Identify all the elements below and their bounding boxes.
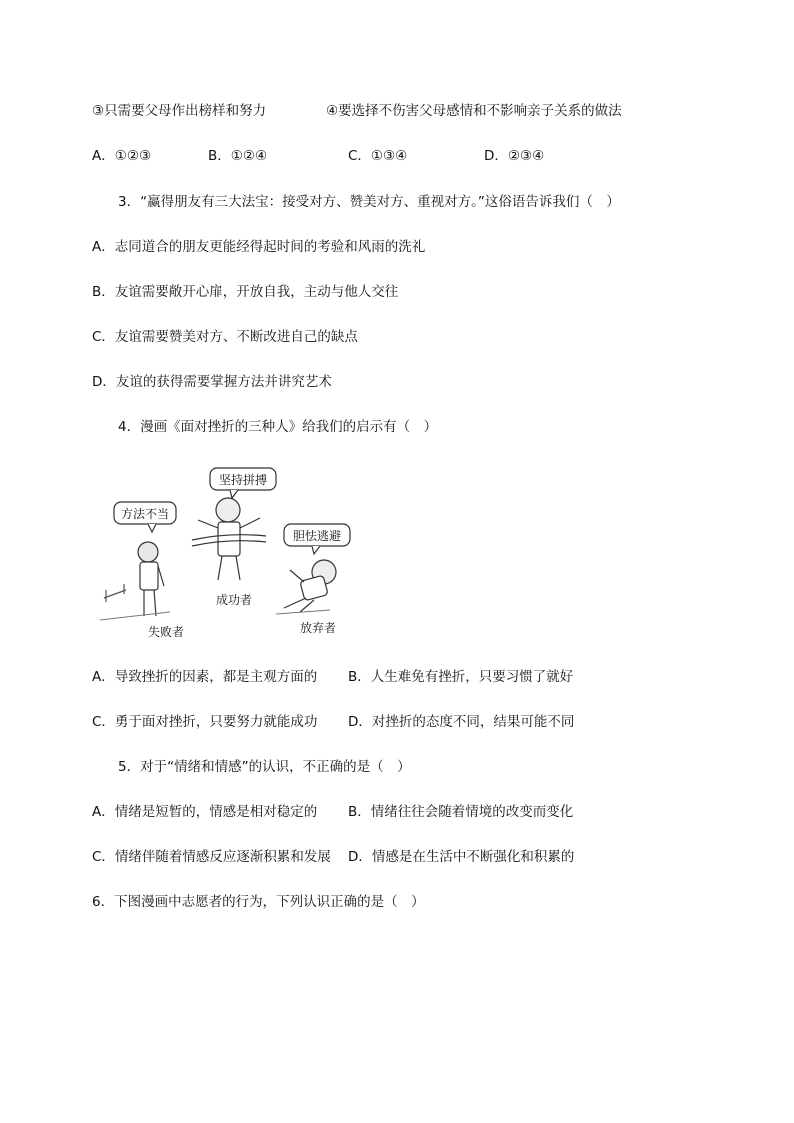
q5-stem: 5．对于“情绪和情感”的认识，不正确的是（ ） [118, 759, 411, 775]
bubble-success-text: 坚持拼搏 [218, 473, 268, 487]
q2-option-d[interactable]: D．②③④ [484, 148, 545, 164]
bubble-fail [114, 502, 176, 532]
bubble-success [210, 468, 276, 498]
q3-option-b[interactable]: B．友谊需要敞开心扉，开放自我，主动与他人交往 [92, 284, 399, 300]
q4-option-b[interactable]: B．人生难免有挫折，只要习惯了就好 [348, 669, 574, 685]
q2-item-3: ③只需要父母作出榜样和努力 [92, 103, 267, 119]
q2-option-c[interactable]: C．①③④ [348, 148, 408, 164]
bubble-quit [284, 524, 350, 554]
q5-option-d[interactable]: D．情感是在生活中不断强化和积累的 [348, 849, 575, 865]
label-success: 成功者 [215, 593, 253, 607]
label-quit: 放弃者 [299, 621, 337, 635]
q3-option-a[interactable]: A．志同道合的朋友更能经得起时间的考验和风雨的洗礼 [92, 239, 426, 255]
q2-option-a[interactable]: A．①②③ [92, 148, 152, 164]
bubble-quit-text: 胆怯逃避 [292, 529, 342, 543]
q3-option-d[interactable]: D．友谊的获得需要掌握方法并讲究艺术 [92, 374, 332, 390]
bubble-fail-text: 方法不当 [120, 507, 170, 521]
figure-success [192, 498, 266, 580]
q4-option-d[interactable]: D．对挫折的态度不同，结果可能不同 [348, 714, 575, 730]
figure-quit [276, 560, 336, 614]
q4-cartoon [100, 462, 360, 642]
q2-item-4: ④要选择不伤害父母感情和不影响亲子关系的做法 [326, 103, 622, 119]
q6-stem: 6．下图漫画中志愿者的行为，下列认识正确的是（ ） [92, 894, 425, 910]
q5-option-b[interactable]: B．情绪往往会随着情境的改变而变化 [348, 804, 574, 820]
figure-fail [100, 542, 170, 620]
q4-option-a[interactable]: A．导致挫折的因素，都是主观方面的 [92, 669, 318, 685]
q5-option-a[interactable]: A．情绪是短暂的，情感是相对稳定的 [92, 804, 318, 820]
q4-stem: 4．漫画《面对挫折的三种人》给我们的启示有（ ） [118, 419, 438, 435]
label-fail: 失败者 [147, 625, 185, 639]
q3-stem: 3．“赢得朋友有三大法宝：接受对方、赞美对方、重视对方。”这俗语告诉我们（ ） [118, 194, 620, 210]
q5-option-c[interactable]: C．情绪伴随着情感反应逐渐积累和发展 [92, 849, 331, 865]
q2-option-b[interactable]: B．①②④ [208, 148, 268, 164]
q3-option-c[interactable]: C．友谊需要赞美对方、不断改进自己的缺点 [92, 329, 358, 345]
q4-option-c[interactable]: C．勇于面对挫折，只要努力就能成功 [92, 714, 318, 730]
